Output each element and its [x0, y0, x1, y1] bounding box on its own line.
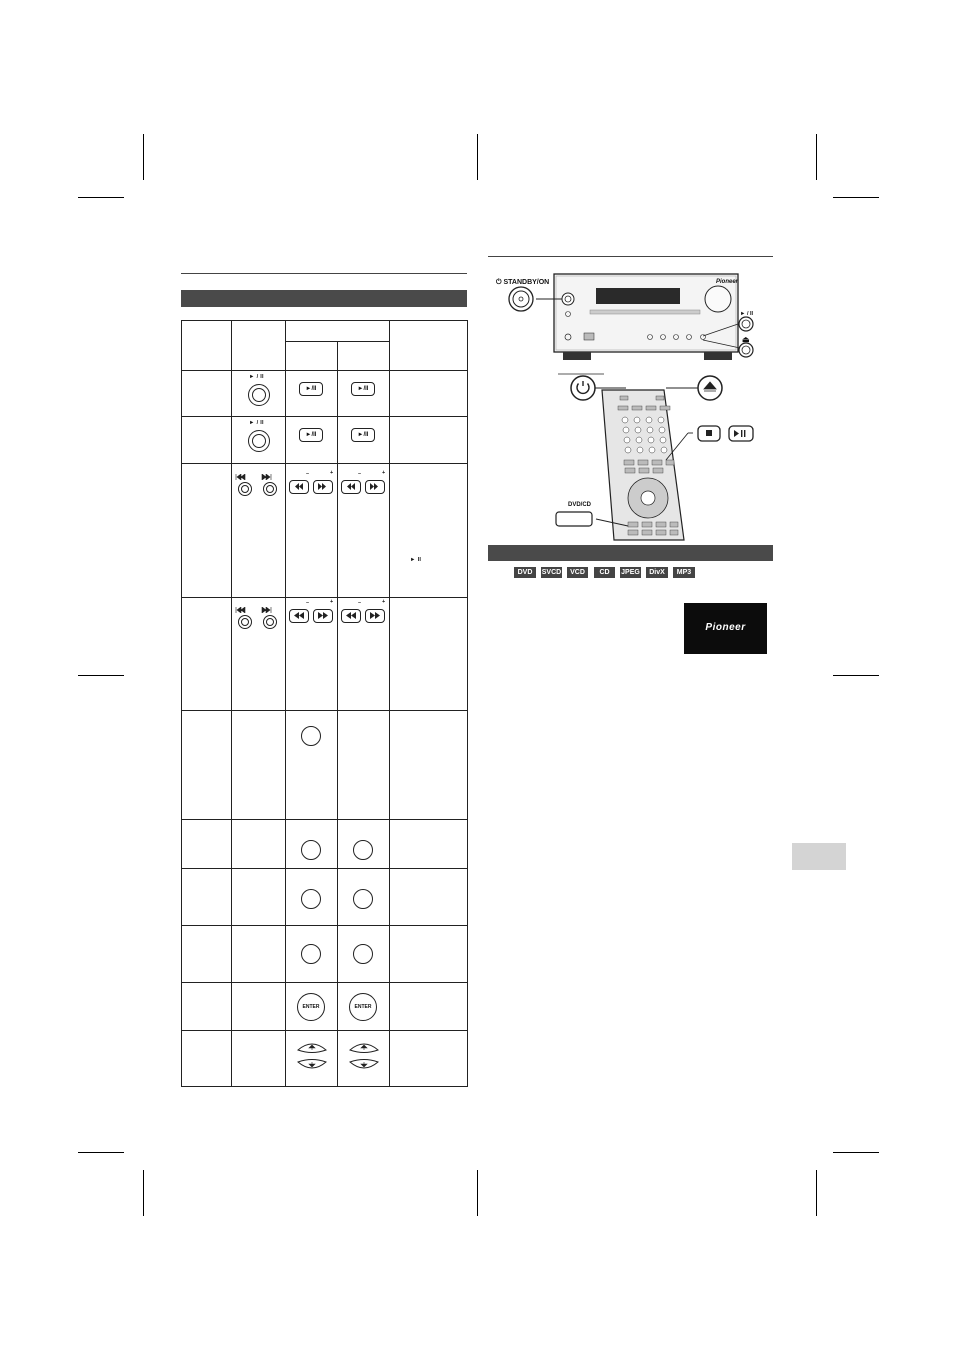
skip-next-icon: [313, 480, 333, 494]
table-row: [182, 711, 468, 820]
skip-next-button-icon: [263, 482, 277, 496]
play-pause-label: ► / ΙΙ: [249, 374, 264, 380]
plus-label: +: [382, 599, 386, 605]
skip-previous-icon: [289, 480, 309, 494]
play-pause-icon: ►/ΙΙ: [351, 382, 375, 396]
remote-button-icon: [301, 944, 321, 964]
skip-next-icon: [261, 607, 275, 613]
minus-label: –: [358, 471, 362, 477]
unit-play-pause-label: ► / ΙΙ: [740, 311, 754, 317]
right-section-bar: [488, 545, 773, 561]
skip-previous-button-icon: [238, 482, 252, 496]
table-row: [182, 464, 468, 598]
rewind-icon: [289, 609, 309, 623]
fast-forward-icon: [365, 609, 385, 623]
table-row: [182, 983, 468, 1031]
pioneer-logo-small: Pioneer: [716, 279, 739, 285]
play-pause-icon: [248, 430, 270, 452]
table-row: [182, 598, 468, 711]
right-section-rule: [488, 256, 773, 257]
remote-button-icon: [353, 840, 373, 860]
skip-next-icon: [261, 474, 275, 480]
pioneer-screen-logo: Pioneer: [705, 622, 746, 633]
disc-badge-divx: DivX: [646, 567, 668, 578]
table-row: [182, 417, 468, 464]
eject-icon: ⏏: [742, 335, 750, 344]
dvd-cd-label: DVD/CD: [568, 502, 592, 508]
rewind-button-icon: [238, 615, 252, 629]
plus-label: +: [330, 599, 334, 605]
cursor-up-down-icon: [296, 1040, 328, 1072]
table-row: [182, 820, 468, 869]
plus-label: +: [330, 470, 334, 476]
play-pause-label: ► / ΙΙ: [249, 420, 264, 426]
skip-previous-icon: [235, 474, 249, 480]
play-pause-icon: ►/ΙΙ: [351, 428, 375, 442]
remote-button-icon: [301, 840, 321, 860]
fast-forward-icon: [313, 609, 333, 623]
play-pause-icon: ►/ΙΙ: [299, 382, 323, 396]
disc-badge-vcd: VCD: [567, 567, 588, 578]
rewind-icon: [341, 609, 361, 623]
table-row: [182, 371, 468, 417]
disc-badge-jpeg: JPEG: [621, 569, 640, 576]
remote-button-icon: [353, 889, 373, 909]
play-pause-icon: [248, 384, 270, 406]
header-remote-a: [286, 342, 338, 371]
table-row: [182, 1031, 468, 1087]
disc-badge-dvd: DVD: [514, 567, 536, 578]
minus-label: –: [306, 471, 310, 477]
enter-button-icon: ENTER: [297, 993, 325, 1021]
table-row: [182, 869, 468, 926]
header-remote: [286, 321, 390, 342]
disc-badge-svcd: SVCD: [541, 569, 562, 576]
standby-on-label: ⏻ STANDBY/ON: [496, 279, 550, 286]
header-notes: [390, 321, 468, 371]
plus-label: +: [382, 470, 386, 476]
side-tab: [792, 843, 846, 870]
skip-previous-icon: [341, 480, 361, 494]
play-pause-note: ► ΙΙ: [410, 557, 422, 563]
skip-previous-icon: [235, 607, 249, 613]
minus-label: –: [306, 600, 310, 606]
header-remote-b: [338, 342, 390, 371]
play-pause-icon: ►/ΙΙ: [299, 428, 323, 442]
fast-forward-button-icon: [263, 615, 277, 629]
remote-button-icon: [301, 726, 321, 746]
header-function: [182, 321, 232, 371]
left-section-rule: [181, 273, 467, 274]
disc-badge-cd: CD: [594, 567, 615, 578]
table-row: [182, 926, 468, 983]
header-main-unit: [232, 321, 286, 371]
pioneer-screen: [684, 603, 767, 654]
device-illustration: [488, 262, 773, 547]
left-section-bar: [181, 290, 467, 307]
operations-table: [181, 320, 468, 1087]
enter-button-icon: ENTER: [349, 993, 377, 1021]
skip-next-icon: [365, 480, 385, 494]
disc-badge-mp3: MP3: [673, 567, 695, 578]
minus-label: –: [358, 600, 362, 606]
remote-button-icon: [301, 889, 321, 909]
cursor-up-down-icon: [348, 1040, 380, 1072]
remote-button-icon: [353, 944, 373, 964]
